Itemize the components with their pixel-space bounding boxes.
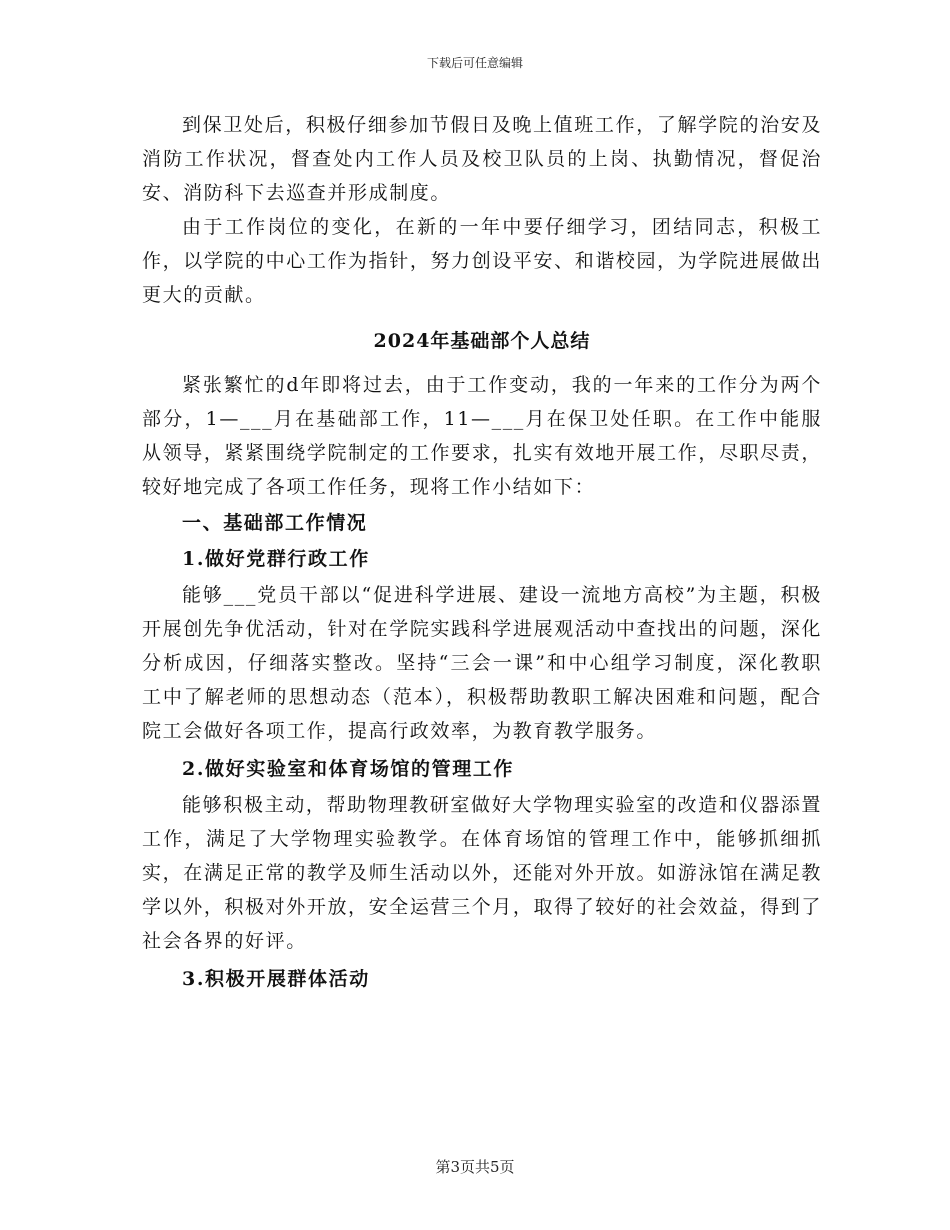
subheading-lab-venue: 2.做好实验室和体育场馆的管理工作 [182,758,515,780]
document-body [142,108,822,998]
page-number: 第3页共5页 [435,1158,515,1176]
heading-basic-dept: 一、基础部工作情况 [182,512,368,534]
subheading-group-activities: 3.积极开展群体活动 [182,968,370,990]
paragraph-intro: 紧张繁忙的d年即将过去，由于工作变动，我的一年来的工作分为两个部分，1—___月在基础部工作，11—___月在保卫处任职。在工作中能服从领导，紧紧围绕学院制定的工作要求，扎实有效地开展工作，尽职尽责，较好地完成了各项工作任务，现将工作小结如下： [142,374,822,498]
paragraph-security-duty: 到保卫处后，积极仔细参加节假日及晚上值班工作，了解学院的治安及消防工作状况，督查处内工作人员及校卫队员的上岗、执勤情况，督促治安、消防科下去巡查并形成制度。 [142,114,822,204]
paragraph-party-admin: 能够___党员干部以“促进科学进展、建设一流地方高校”为主题，积极开展创先争优活动，针对在学院实践科学进展观活动中查找出的问题，深化分析成因，仔细落实整改。坚持“三会一课”和中心组学习制度，深化教职工中了解老师的思想动态（范本），积极帮助教职工解决困难和问题，配合院工会做好各项工作，提高行政效率，为教育教学服务。 [142,584,822,742]
paragraph-job-change: 由于工作岗位的变化，在新的一年中要仔细学习，团结同志，积极工作，以学院的中心工作为指针，努力创设平安、和谐校园，为学院进展做出更大的贡献。 [142,216,822,306]
header-note: 下载后可任意编辑 [426,56,523,70]
section-title: 2024年基础部个人总结 [373,330,591,352]
paragraph-lab-venue: 能够积极主动，帮助物理教研室做好大学物理实验室的改造和仪器添置工作，满足了大学物理实验教学。在体育场馆的管理工作中，能够抓细抓实，在满足正常的教学及师生活动以外，还能对外开放。如游泳馆在满足教学以外，积极对外开放，安全运营三个月，取得了较好的社会效益，得到了社会各界的好评。 [142,794,822,952]
subheading-party-admin: 1.做好党群行政工作 [182,548,370,570]
